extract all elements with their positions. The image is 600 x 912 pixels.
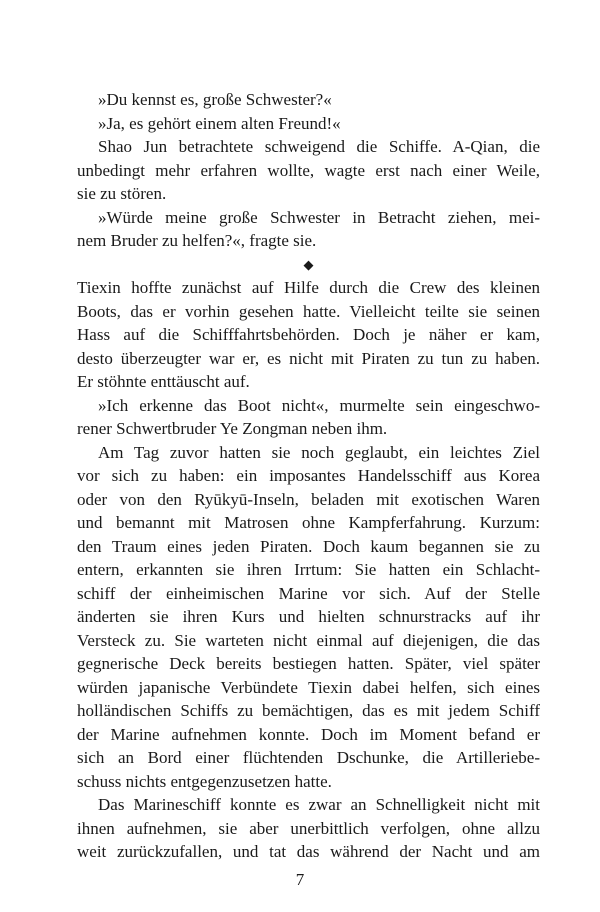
text-line: rener Schwertbruder Ye Zongman neben ihm. — [77, 419, 388, 438]
text-line: »Ich erkenne das Boot nicht«, murmelte sein eingeschwo- — [98, 395, 540, 415]
text-line: änderten sie ihren Kurs und hielten schnurstracks auf ihr — [77, 607, 540, 626]
text-line: nem Bruder zu helfen?«, fragte sie. — [77, 231, 317, 250]
text-line: unbedingt mehr erfahren wollte, wagte erst nach einer Weile, — [77, 160, 540, 180]
text-line: desto überzeugter war er, es nicht mit Piraten zu tun zu haben. — [77, 348, 540, 368]
text-line: Versteck zu. Sie warteten nicht einmal auf diejenigen, die das — [77, 630, 540, 650]
text-line: gegnerische Deck bereits bestiegen hatten. Später, viel später — [77, 654, 540, 673]
text-line: und bemannt mit Matrosen ohne Kampferfahrung. Kurzum: — [77, 513, 540, 532]
text-line: Hass auf die Schifffahrtsbehörden. Doch je näher er kam, — [77, 325, 540, 344]
text-line: »Würde meine große Schwester in Betracht ziehen, mei- — [98, 207, 540, 227]
text-line: »Du kennst es, große Schwester?« — [98, 90, 332, 109]
text-line: Boots, das er vorhin gesehen hatte. Vielleicht teilte sie seinen — [77, 301, 540, 321]
text-line: »Ja, es gehört einem alten Freund!« — [98, 113, 341, 133]
text-line: weit zurückzufallen, und tat das während der Nacht und am — [77, 842, 540, 861]
text-line: Am Tag zuvor hatten sie noch geglaubt, ein leichtes Ziel — [98, 442, 540, 462]
body-text — [77, 88, 540, 864]
text-line: sich an Bord einer flüchtenden Dschunke, die Artilleriebe- — [77, 748, 540, 767]
text-line: schuss nichts entgegenzusetzen hatte. — [77, 771, 332, 791]
text-line: vor sich zu haben: ein imposantes Handelsschiff aus Korea — [77, 466, 540, 485]
text-line: Er stöhnte enttäuscht auf. — [77, 372, 250, 391]
text-line: schiff der einheimischen Marine vor sich. Auf der Stelle — [77, 583, 540, 603]
text-line: Das Marineschiff konnte es zwar an Schnelligkeit nicht mit — [98, 795, 540, 814]
section-separator-diamond-icon: ◆ — [303, 256, 314, 272]
text-line: Shao Jun betrachtete schweigend die Schiffe. A-Qian, die — [98, 137, 540, 156]
text-line: oder von den Ryūkyū-Inseln, beladen mit exotischen Waren — [77, 489, 540, 509]
text-line: holländischen Schiffs zu bemächtigen, das es mit jedem Schiff — [77, 701, 540, 720]
text-line: würden japanische Verbündete Tiexin dabei helfen, sich eines — [77, 677, 540, 697]
text-line: der Marine aufnehmen konnte. Doch im Moment befand er — [77, 724, 540, 744]
page-number: 7 — [295, 870, 305, 889]
text-line: den Traum eines jeden Piraten. Doch kaum begannen sie zu — [77, 536, 540, 556]
text-line: entern, erkannten sie ihren Irrtum: Sie hatten ein Schlacht- — [77, 560, 540, 579]
text-line: sie zu stören. — [77, 184, 167, 203]
text-line: ihnen aufnehmen, sie aber unerbittlich verfolgen, ohne allzu — [77, 818, 540, 838]
text-line: Tiexin hoffte zunächst auf Hilfe durch die Crew des kleinen — [77, 278, 540, 297]
